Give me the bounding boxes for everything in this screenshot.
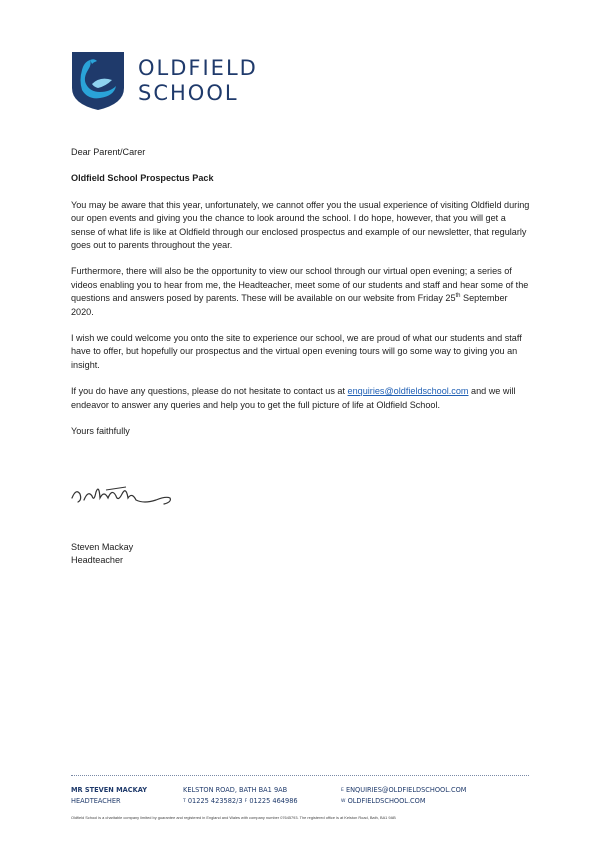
footer-address-column (183, 785, 298, 807)
swan-crest-icon (70, 50, 126, 112)
paragraph-4 (71, 385, 531, 412)
paragraph-4-start: If you do have any questions, please do not hesitate to contact us at (71, 386, 348, 397)
footer-address: KELSTON ROAD, BATH BA1 9AB (183, 786, 288, 794)
footer-email-line (341, 785, 466, 796)
footer-website-line (341, 796, 466, 807)
closing: Yours faithfully (71, 426, 130, 437)
letter-body (71, 146, 531, 452)
email-label: E (341, 788, 344, 793)
salutation: Dear Parent/Carer (71, 147, 146, 157)
signoff-block (71, 541, 133, 568)
school-name-line2: SCHOOL (138, 81, 239, 105)
footer-head-title: HEADTEACHER (71, 797, 121, 805)
paragraph-2 (71, 265, 531, 319)
footer-contact-column (341, 785, 466, 807)
website-label: W (341, 799, 346, 804)
paragraph-4-end: and we will endeavor to answer any queries and help you to get the full picture of life at Oldfield School. (71, 386, 516, 410)
school-name-line1: OLDFIELD (138, 56, 258, 80)
footer-fax: 01225 464986 (249, 797, 298, 805)
paragraph-3: I wish we could welcome you onto the site to experience our school, we are proud of what our students and staff have to offer, but hopefully our prospectus and the virtual open evening tours will go some way to giving you an insight. (71, 333, 522, 370)
footer-divider (71, 775, 529, 776)
school-name (138, 56, 258, 106)
footer-website[interactable]: OLDFIELDSCHOOL.COM (347, 797, 426, 805)
paragraph-2-end: September 2020. (71, 293, 508, 317)
footer-phone: 01225 423582/3 (187, 797, 243, 805)
signer-title: Headteacher (71, 555, 124, 566)
signer-name: Steven Mackay (71, 542, 134, 552)
paragraph-1: You may be aware that this year, unfortunately, we cannot offer you the usual experience of visiting Oldfield during our open events and giving you the chance to look around the school. I do hope, however, that you will get a sense of what life is like at Oldfield through our enclosed prospectus and example of our newsletter, that regularly goes out to parents throughout the year. (71, 199, 530, 251)
footer-head-column (71, 785, 147, 807)
paragraph-2-text: Furthermore, there will also be the opportunity to view our school through our virtual open evening; a series of videos enabling you to hear from me, the Headteacher, meet some of our students and staff and hear some of the questions and answers posed by parents. These will be available on our website from Friday 25 (71, 266, 529, 304)
fax-label: F (244, 799, 248, 804)
footer-phone-line (183, 796, 298, 807)
phone-label: T (183, 799, 186, 804)
enquiries-email-link[interactable]: enquiries@oldfieldschool.com (347, 386, 469, 397)
footer-head-name: MR STEVEN MACKAY (71, 786, 147, 794)
footer-email[interactable]: ENQUIRIES@OLDFIELDSCHOOL.COM (345, 786, 467, 794)
legal-notice: Oldfield School is a charitable company limited by guarantee and registered in England and Wales with company number 07645793. The registered office is at Kelston Road, Bath, BA1 9AB (71, 815, 396, 820)
date-suffix: th (455, 293, 461, 300)
handwritten-signature (66, 478, 186, 512)
letter-subject: Oldfield School Prospectus Pack (71, 173, 214, 184)
school-logo (70, 50, 258, 112)
